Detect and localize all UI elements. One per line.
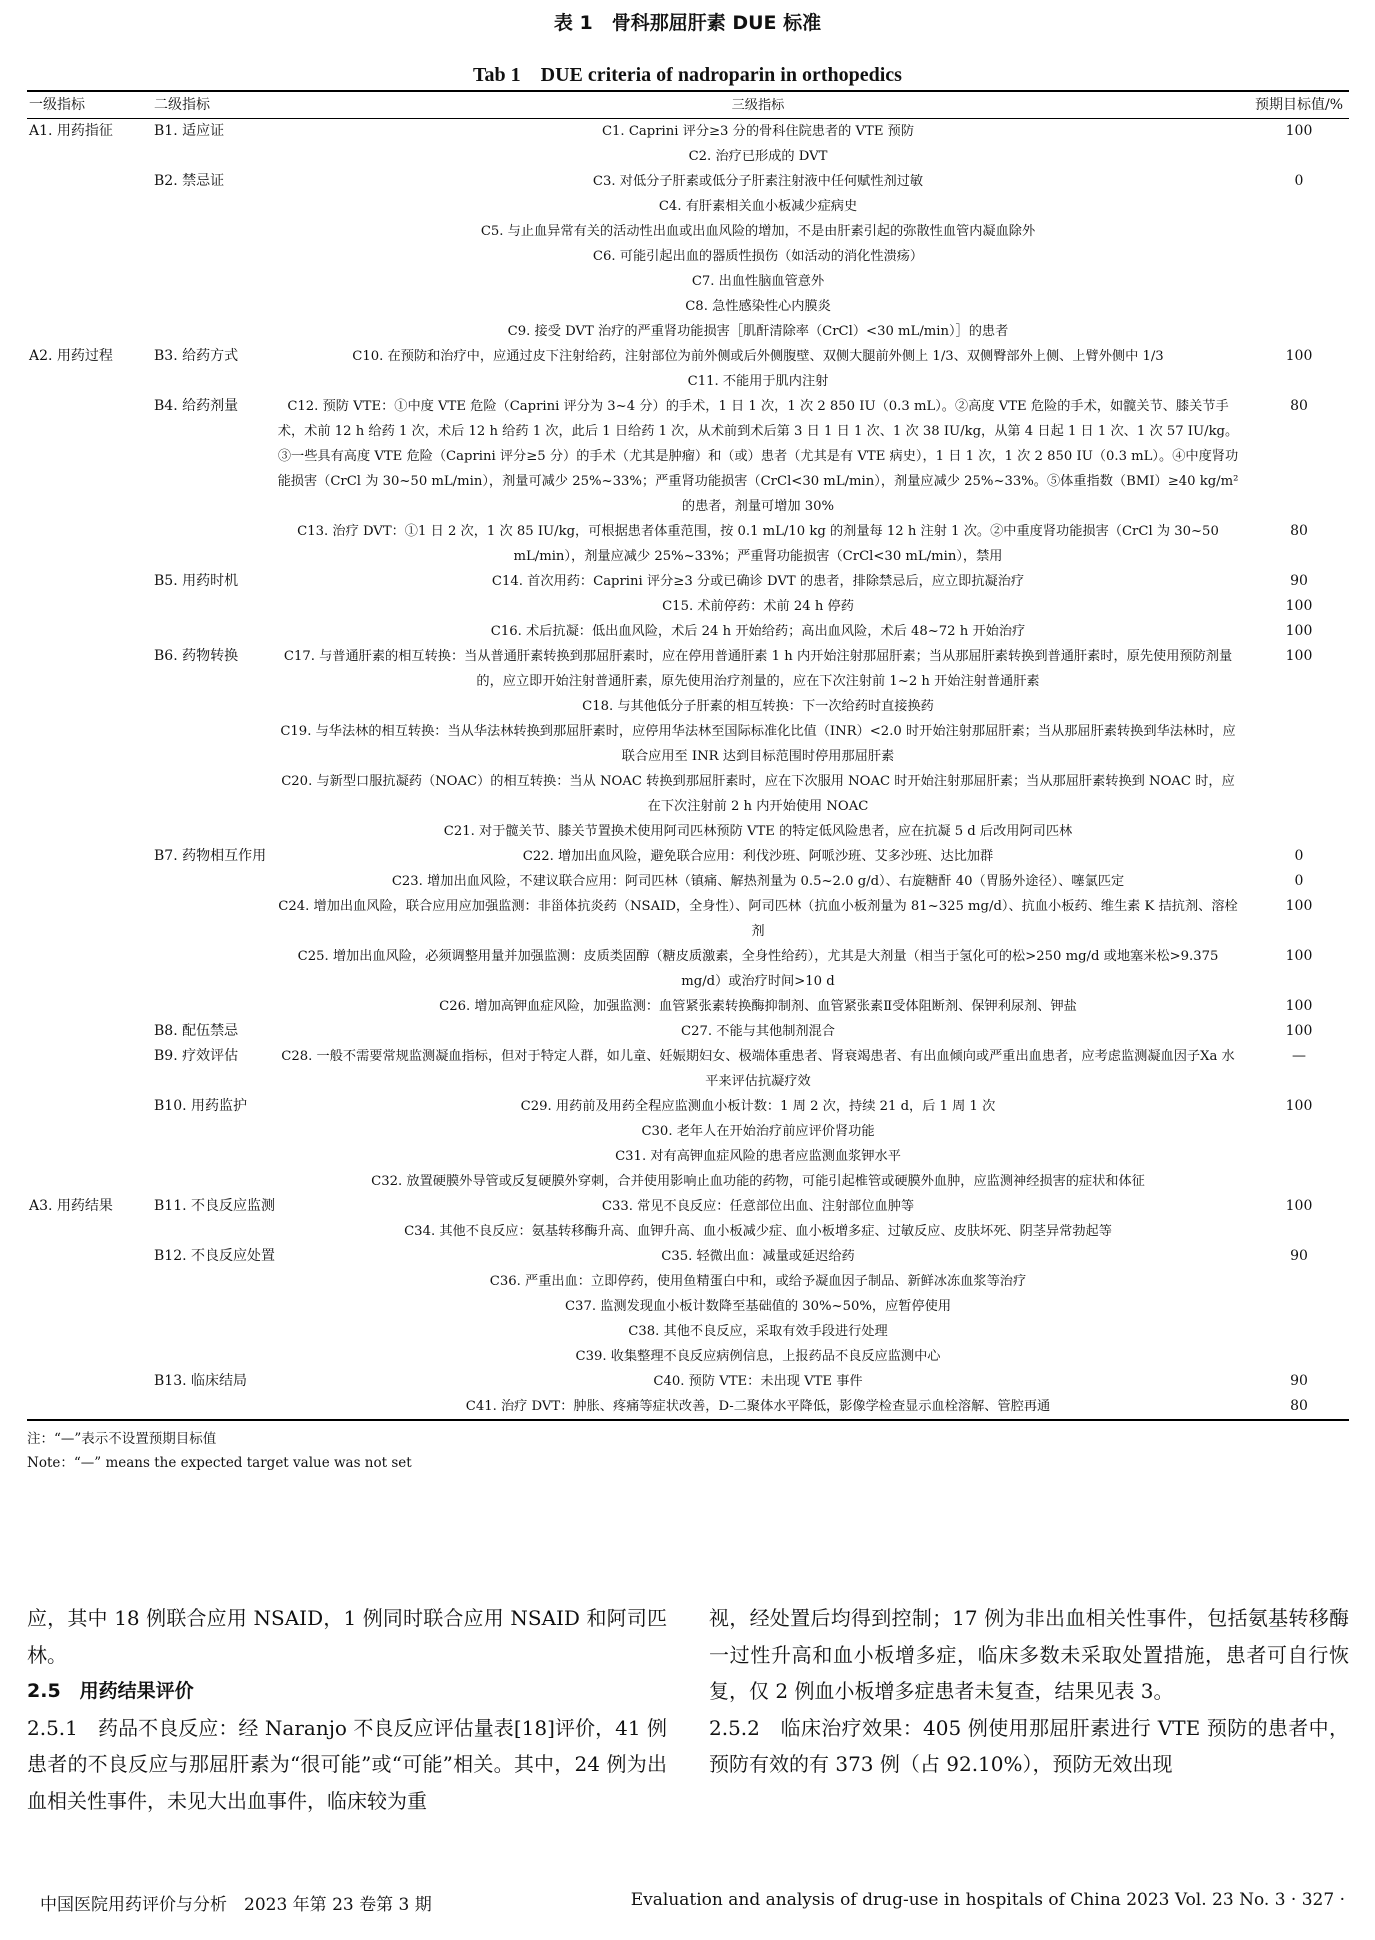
table-row [27, 894, 1349, 944]
level2-cell: B3. 给药方式 [154, 348, 239, 364]
level2-cell: B10. 用药监护 [154, 1098, 248, 1114]
target-cell: 100 [1285, 898, 1313, 914]
target-cell: 90 [1290, 1248, 1308, 1264]
target-cell: 100 [1285, 1198, 1313, 1214]
target-cell: 100 [1285, 998, 1313, 1014]
target-cell: 0 [1294, 873, 1304, 889]
table-row [27, 1144, 1349, 1169]
table-row [27, 1294, 1349, 1319]
table-row [27, 694, 1349, 719]
level2-cell: B8. 配伍禁忌 [154, 1023, 239, 1039]
due-criteria-table [27, 93, 1349, 1421]
table-header-row [27, 93, 1349, 118]
table-note-en: Note：“—” means the expected target value was not set [27, 1455, 412, 1471]
level3-cell: C36. 严重出血：立即停药，使用鱼精蛋白中和，或给予凝血因子制品、新鲜冰冻血浆等治疗 [489, 1274, 1027, 1289]
level2-cell: B13. 临床结局 [154, 1373, 248, 1389]
level3-cell: C4. 有肝素相关血小板减少症病史 [658, 199, 858, 214]
table-row [27, 269, 1349, 294]
table-row [27, 394, 1349, 519]
table-row [27, 119, 1349, 144]
level3-cell: C30. 老年人在开始治疗前应评价肾功能 [641, 1124, 875, 1139]
level3-cell: C3. 对低分子肝素或低分子肝素注射液中任何赋性剂过敏 [592, 174, 924, 189]
table-row [27, 1394, 1349, 1419]
level3-cell: C37. 监测发现血小板计数降至基础值的 30%~50%，应暂停使用 [564, 1299, 952, 1314]
level2-cell: B7. 药物相互作用 [154, 848, 267, 864]
level2-cell: B9. 疗效评估 [154, 1048, 239, 1064]
table-row [27, 569, 1349, 594]
level3-cell: C2. 治疗已形成的 DVT [688, 149, 828, 164]
level3-cell: C39. 收集整理不良反应病例信息，上报药品不良反应监测中心 [575, 1349, 941, 1364]
table-row [27, 294, 1349, 319]
level3-cell: C1. Caprini 评分≥3 分的骨科住院患者的 VTE 预防 [601, 124, 915, 139]
level3-cell: C7. 出血性脑血管意外 [691, 274, 825, 289]
target-cell: 100 [1285, 623, 1313, 639]
level2-cell: B11. 不良反应监测 [154, 1198, 276, 1214]
target-cell: 90 [1290, 573, 1308, 589]
table-row [27, 644, 1349, 694]
table-row [27, 1169, 1349, 1194]
level1-cell: A2. 用药过程 [29, 348, 113, 364]
table-row [27, 719, 1349, 769]
header-level2: 二级指标 [154, 97, 210, 113]
header-level3: 三级指标 [731, 98, 785, 113]
target-cell: — [1292, 1048, 1306, 1064]
table-row [27, 944, 1349, 994]
level3-cell: C5. 与止血异常有关的活动性出血或出血风险的增加，不是由肝素引起的弥散性血管内凝血除外 [480, 224, 1036, 239]
table-row [27, 1019, 1349, 1044]
target-cell: 100 [1285, 1023, 1313, 1039]
table-row [27, 1244, 1349, 1269]
table-bottom-rule [27, 1419, 1349, 1421]
target-cell: 80 [1290, 1398, 1308, 1414]
right-column [709, 1600, 1349, 1783]
level3-cell: C38. 其他不良反应，采取有效手段进行处理 [628, 1324, 888, 1339]
target-cell: 100 [1285, 123, 1313, 139]
table-row [27, 1319, 1349, 1344]
table-note-cn: 注：“—”表示不设置预期目标值 [27, 1431, 217, 1447]
level3-cell: C33. 常见不良反应：任意部位出血、注射部位血肿等 [601, 1199, 915, 1214]
level3-cell: C40. 预防 VTE：未出现 VTE 事件 [653, 1374, 863, 1389]
paragraph: 视，经处置后均得到控制；17 例为非出血相关性事件，包括氨基转移酶一过性升高和血小板增多症，临床多数未采取处置措施，患者可自行恢复，仅 2 例血小板增多症患者未复查，结果见表 3。 [709, 1606, 1349, 1703]
level3-cell: C31. 对有高钾血症风险的患者应监测血浆钾水平 [615, 1149, 901, 1164]
table-row [27, 219, 1349, 244]
table-row [27, 1369, 1349, 1394]
table-row [27, 244, 1349, 269]
level3-cell: C29. 用药前及用药全程应监测血小板计数：1 周 2 次，持续 21 d，后 1 周 1 次 [520, 1099, 996, 1114]
target-cell: 80 [1290, 523, 1308, 539]
level3-cell: C6. 可能引起出血的器质性损伤（如活动的消化性溃疡） [592, 249, 924, 264]
level3-cell: C27. 不能与其他制剂混合 [681, 1024, 835, 1039]
table-row [27, 844, 1349, 869]
level2-cell: B2. 禁忌证 [154, 173, 225, 189]
level3-cell: C21. 对于髋关节、膝关节置换术使用阿司匹林预防 VTE 的特定低风险患者，应在抗凝 5 d 后改用阿司匹林 [443, 824, 1073, 839]
table-body [27, 119, 1349, 1419]
target-cell: 100 [1285, 648, 1313, 664]
table-row [27, 169, 1349, 194]
table-row [27, 1119, 1349, 1144]
footer-journal-cn: 中国医院用药评价与分析 2023 年第 23 卷第 3 期 [40, 1895, 432, 1915]
level3-cell: C20. 与新型口服抗凝药（NOAC）的相互转换：当从 NOAC 转换到那屈肝素时，应在下次服用 NOAC 时开始注射那屈肝素；当从那屈肝素转换到 NOAC 时，应在下次注射前 2 h 内开始使用 NOAC [281, 774, 1235, 814]
level3-cell: C10. 在预防和治疗中，应通过皮下注射给药，注射部位为前外侧或后外侧腹壁、双侧大腿前外侧上 1/3、双侧臀部外上侧、上臂外侧中 1/3 [352, 349, 1164, 364]
table-row [27, 819, 1349, 844]
table-row [27, 869, 1349, 894]
level2-cell: B4. 给药剂量 [154, 398, 239, 414]
section-heading: 2.5 用药结果评价 [27, 1680, 194, 1702]
target-cell: 100 [1285, 598, 1313, 614]
table-row [27, 1219, 1349, 1244]
paragraph: 2.5.2 临床治疗效果：405 例使用那屈肝素进行 VTE 预防的患者中，预防有效的有 373 例（占 92.10%），预防无效出现 [709, 1715, 1349, 1776]
table-row [27, 344, 1349, 369]
table-row [27, 144, 1349, 169]
level3-cell: C11. 不能用于肌内注射 [687, 374, 829, 389]
target-cell: 100 [1285, 948, 1313, 964]
level3-cell: C26. 增加高钾血症风险，加强监测：血管紧张素转换酶抑制剂、血管紧张素Ⅱ受体阻断剂、保钾利尿剂、钾盐 [439, 999, 1077, 1014]
level3-cell: C16. 术后抗凝：低出血风险，术后 24 h 开始给药；高出血风险，术后 48~72 h 开始治疗 [490, 624, 1026, 639]
target-cell: 0 [1294, 848, 1304, 864]
table-row [27, 369, 1349, 394]
level3-cell: C15. 术前停药：术前 24 h 停药 [662, 599, 854, 614]
level3-cell: C22. 增加出血风险，避免联合应用：利伐沙班、阿哌沙班、艾多沙班、达比加群 [522, 849, 994, 864]
paragraph: 2.5.1 药品不良反应：经 Naranjo 不良反应评估量表[18]评价，41 例患者的不良反应与那屈肝素为“很可能”或“可能”相关。其中，24 例为出血相关性事件，未见大出血事件，临床较为重 [27, 1715, 667, 1813]
paragraph: 应，其中 18 例联合应用 NSAID，1 例同时联合应用 NSAID 和阿司匹林。 [27, 1606, 667, 1667]
table-row [27, 1269, 1349, 1294]
footer-journal-en: Evaluation and analysis of drug-use in hospitals of China 2023 Vol. 23 No. 3 · 327 · [630, 1890, 1345, 1910]
table-row [27, 769, 1349, 819]
target-cell: 0 [1294, 173, 1304, 189]
table-row [27, 194, 1349, 219]
level3-cell: C23. 增加出血风险，不建议联合应用：阿司匹林（镇痛、解热剂量为 0.5~2.0 g/d）、右旋糖酐 40（胃肠外途径）、噻氯匹定 [391, 874, 1125, 889]
level1-cell: A1. 用药指征 [29, 123, 113, 139]
level2-cell: B6. 药物转换 [154, 648, 239, 664]
target-cell: 90 [1290, 1373, 1308, 1389]
table-title-cn: 表 1 骨科那屈肝素 DUE 标准 [553, 12, 822, 34]
table-row [27, 1094, 1349, 1119]
target-cell: 100 [1285, 348, 1313, 364]
level3-cell: C14. 首次用药：Caprini 评分≥3 分或已确诊 DVT 的患者，排除禁忌后，应立即抗凝治疗 [491, 574, 1025, 589]
level2-cell: B12. 不良反应处置 [154, 1248, 276, 1264]
level2-cell: B5. 用药时机 [154, 573, 239, 589]
target-cell: 100 [1285, 1098, 1313, 1114]
level3-cell: C8. 急性感染性心内膜炎 [685, 299, 831, 314]
table-top-rule [27, 90, 1349, 92]
header-target: 预期目标值/% [1254, 97, 1344, 113]
level3-cell: C24. 增加出血风险，联合应用应加强监测：非甾体抗炎药（NSAID，全身性）、阿司匹林（抗血小板剂量为 81~325 mg/d）、抗血小板药、维生素 K 拮抗剂、溶栓剂 [278, 899, 1238, 939]
level3-cell: C28. 一般不需要常规监测凝血指标，但对于特定人群，如儿童、妊娠期妇女、极端体重患者、肾衰竭患者、有出血倾向或严重出血患者，应考虑监测凝血因子Ⅹa 水平来评估抗凝疗效 [281, 1049, 1235, 1089]
level3-cell: C34. 其他不良反应：氨基转移酶升高、血钾升高、血小板减少症、血小板增多症、过敏反应、皮肤坏死、阴茎异常勃起等 [404, 1224, 1112, 1239]
table-row [27, 594, 1349, 619]
level3-cell: C25. 增加出血风险，必须调整用量并加强监测：皮质类固醇（糖皮质激素，全身性给药），尤其是大剂量（相当于氢化可的松>250 mg/d 或地塞米松>9.375 mg/d）或治疗时间>10 d [297, 949, 1219, 989]
left-column [27, 1600, 667, 1819]
level1-cell: A3. 用药结果 [29, 1198, 113, 1214]
header-level1: 一级指标 [29, 97, 85, 113]
level3-cell: C18. 与其他低分子肝素的相互转换：下一次给药时直接换药 [582, 699, 934, 714]
level3-cell: C17. 与普通肝素的相互转换：当从普通肝素转换到那屈肝素时，应在停用普通肝素 1 h 内开始注射那屈肝素；当从那屈肝素转换到普通肝素时，原先使用预防剂量的，应立即开始注射普通肝素，原先使用治疗剂量的，应在下次注射前 1~2 h 开始注射普通肝素 [283, 649, 1233, 689]
level2-cell: B1. 适应证 [154, 123, 225, 139]
table-row [27, 1044, 1349, 1094]
level3-cell: C35. 轻微出血：减量或延迟给药 [661, 1249, 855, 1264]
table-row [27, 319, 1349, 344]
level3-cell: C13. 治疗 DVT：①1 日 2 次，1 次 85 IU/kg，可根据患者体重范围，按 0.1 mL/10 kg 的剂量每 12 h 注射 1 次。②中重度肾功能损害（CrCl 为 30~50 mL/min），剂量应减少 25%~33%；严重肾功能损害（CrCl<30 mL/min），禁用 [297, 524, 1219, 564]
level3-cell: C41. 治疗 DVT：肿胀、疼痛等症状改善，D-二聚体水平降低，影像学检查显示血栓溶解、管腔再通 [465, 1399, 1051, 1414]
target-cell: 80 [1290, 398, 1308, 414]
level3-cell: C9. 接受 DVT 治疗的严重肾功能损害［肌酐清除率（CrCl）<30 mL/min）］的患者 [507, 324, 1009, 339]
table-row [27, 619, 1349, 644]
level3-cell: C32. 放置硬膜外导管或反复硬膜外穿刺，合并使用影响止血功能的药物，可能引起椎管或硬膜外血肿，应监测神经损害的症状和体征 [371, 1174, 1145, 1189]
table-title-en: Tab 1 DUE criteria of nadroparin in orthopedics [473, 64, 902, 86]
level3-cell: C12. 预防 VTE：①中度 VTE 危险（Caprini 评分为 3~4 分）的手术，1 日 1 次，1 次 2 850 IU（0.3 mL）。②高度 VTE 危险的手术，如髋关节、膝关节手术，术前 12 h 给药 1 次，术后 12 h 给药 1 次，此后 1 日给药 1 次，从术前到术后第 3 日 1 日 1 次、1 次 38 IU/kg，从第 4 日起 1 日 1 次、1 次 57 IU/kg。③一些具有高度 VTE 危险（Caprini 评分≥5 分）的手术（尤其是肿瘤）和（或）患者（尤其是有 VTE 病史），1 日 1 次，1 次 2 850 IU（0.3 mL）。④中度肾功能损害（CrCl 为 30~50 mL/min），剂量可减少 25%~33%；严重肾功能损害（CrCl<30 mL/min），剂量应减少 25%~33%。⑤体重指数（BMI）≥40 kg/m² 的患者，剂量可增加 30% [277, 399, 1239, 514]
table-row [27, 1344, 1349, 1369]
table-row [27, 994, 1349, 1019]
table-row [27, 519, 1349, 569]
level3-cell: C19. 与华法林的相互转换：当从华法林转换到那屈肝素时，应停用华法林至国际标准化比值（INR）<2.0 时开始注射那屈肝素；当从那屈肝素转换到华法林时，应联合应用至 INR 达到目标范围时停用那屈肝素 [280, 724, 1236, 764]
table-row [27, 1194, 1349, 1219]
